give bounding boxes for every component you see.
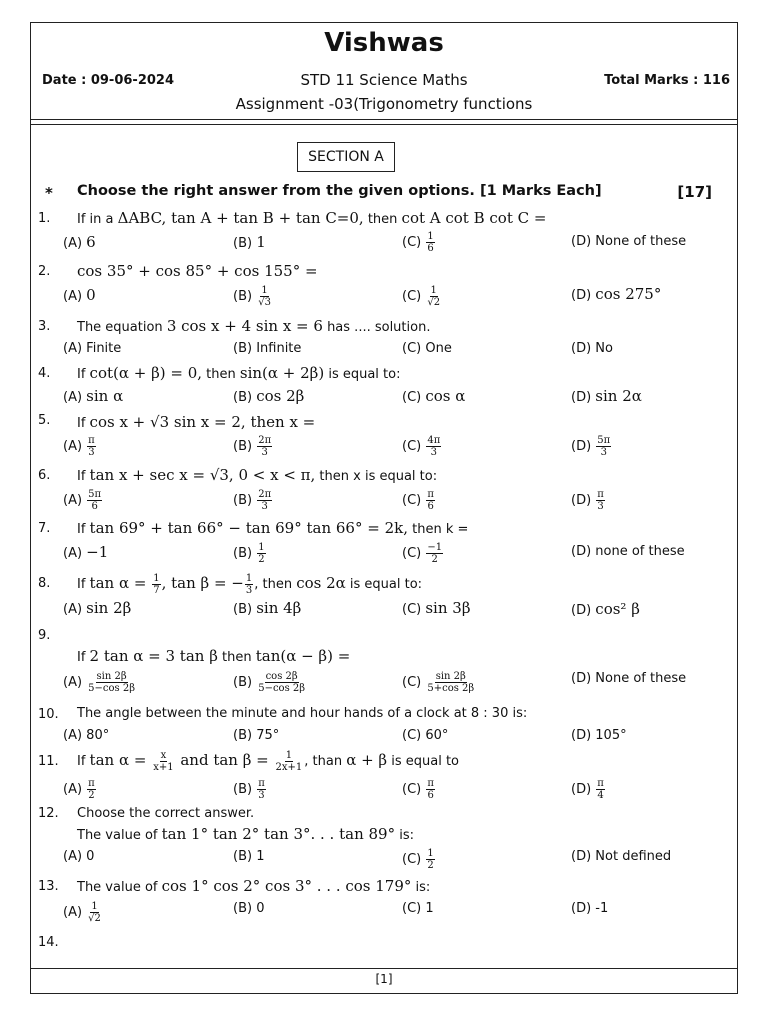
section-marks: [17]: [677, 183, 712, 201]
section-instruction: Choose the right answer from the given options. [1 Marks Each]: [77, 183, 602, 199]
option-a: (A) 0: [63, 286, 96, 304]
question-number: 7.: [38, 521, 51, 536]
option-a: (A) $\frac{\pi}{3}$: [63, 435, 95, 458]
question-text: If tan 69° + tan 66° − tan 69° tan 66° = 2k, then k =: [77, 519, 469, 537]
question-number: 4.: [38, 366, 51, 381]
option-d: (D) cos 275°: [571, 285, 662, 303]
question-number: 8.: [38, 576, 51, 591]
option-c: (C) $\frac{-1}{2}$: [402, 542, 443, 565]
question-text: Choose the correct answer.: [77, 806, 255, 821]
option-d: (D) none of these: [571, 544, 685, 559]
question-text: If in a ΔABC, tan A + tan B + tan C=0, then cot A cot B cot C =: [77, 209, 547, 227]
option-b: (B) cos 2β: [233, 387, 305, 405]
option-c: (C) $\frac{1}{√2}$: [402, 285, 441, 308]
option-a: (A) $\frac{1}{√2}$: [63, 901, 101, 924]
question-text: If cos x + √3 sin x = 2, then x =: [77, 413, 316, 431]
question-text: cos 35° + cos 85° + cos 155° =: [77, 262, 318, 280]
option-d: (D) Not defined: [571, 849, 672, 864]
option-d: (D) None of these: [571, 671, 687, 686]
option-b: (B) 1: [233, 233, 266, 251]
option-a: (A) $\frac{5\pi}{6}$: [63, 489, 102, 512]
option-c: (C) $\frac{4\pi}{3}$: [402, 435, 441, 458]
option-b: (B) $\frac{1}{2}$: [233, 542, 265, 565]
question-number: 10.: [38, 707, 59, 722]
question-number: 6.: [38, 468, 51, 483]
total-marks: Total Marks : 116: [604, 73, 730, 88]
option-a: (A) sin α: [63, 387, 124, 405]
question-text: The angle between the minute and hour hands of a clock at 8 : 30 is:: [77, 706, 528, 721]
question-number: 12.: [38, 806, 59, 821]
question-text: The equation 3 cos x + 4 sin x = 6 has .... solution.: [77, 317, 431, 335]
option-d: (D) sin 2α: [571, 387, 642, 405]
option-a: (A) $\frac{\pi}{2}$: [63, 778, 95, 801]
question-number: 3.: [38, 319, 51, 334]
question-text: If tan α = $\frac{1}{7}$ , tan β = − $\frac{1}{3}$ , then cos 2α is equal to:: [77, 573, 423, 596]
option-d: (D) No: [571, 341, 613, 356]
question-number: 2.: [38, 264, 51, 279]
option-a: (A) −1: [63, 543, 109, 561]
option-b: (B) $\frac{2\pi}{3}$: [233, 435, 272, 458]
question-number: 13.: [38, 879, 59, 894]
option-b: (B) $\frac{\pi}{3}$: [233, 778, 265, 801]
question-text: If 2 tan α = 3 tan β then tan(α − β) =: [77, 647, 351, 665]
option-c: (C) 1: [402, 901, 434, 916]
footer-divider: [30, 968, 738, 969]
option-b: (B) sin 4β: [233, 599, 302, 617]
option-b: (B) 75°: [233, 728, 280, 743]
school-name: Vishwas: [324, 28, 444, 58]
option-a: (A) $\frac{\sin 2\beta}{5-\cos 2\beta}$: [63, 671, 135, 694]
option-d: (D) $\frac{5\pi}{3}$: [571, 435, 611, 458]
question-text-line2: The value of tan 1° tan 2° tan 3°. . . tan 89° is:: [77, 825, 414, 843]
header-divider: [30, 119, 738, 120]
option-d: (D) cos² β: [571, 600, 640, 618]
option-d: (D) None of these: [571, 234, 687, 249]
option-c: (C) cos α: [402, 387, 466, 405]
option-d: (D) $\frac{\pi}{4}$: [571, 778, 604, 801]
question-number: 5.: [38, 413, 51, 428]
option-c: (C) $\frac{\pi}{6}$: [402, 489, 434, 512]
option-a: (A) 0: [63, 849, 95, 864]
question-text: If cot(α + β) = 0, then sin(α + 2β) is equal to:: [77, 364, 401, 382]
question-number: 14.: [38, 935, 59, 950]
exam-date: Date : 09-06-2024: [42, 73, 174, 88]
option-c: (C) One: [402, 341, 452, 356]
option-c: (C) $\frac{\pi}{6}$: [402, 778, 434, 801]
question-text: If tan α = $\frac{x}{x+1}$ and tan β = $\frac{1}{2x+1}$ , than α + β is equal to: [77, 750, 460, 773]
question-text: The value of cos 1° cos 2° cos 3° . . . cos 179° is:: [77, 877, 431, 895]
option-d: (D) 105°: [571, 728, 627, 743]
option-b: (B) $\frac{2\pi}{3}$: [233, 489, 272, 512]
option-c: (C) $\frac{\sin 2\beta}{5+\cos 2\beta}$: [402, 671, 475, 694]
option-b: (B) 0: [233, 901, 265, 916]
section-title: SECTION A: [297, 142, 395, 172]
option-b: (B) $\frac{1}{√3}$: [233, 285, 271, 308]
option-d: (D) -1: [571, 901, 609, 916]
option-c: (C) sin 3β: [402, 599, 471, 617]
option-d: (D) $\frac{\pi}{3}$: [571, 489, 604, 512]
option-a: (A) 80°: [63, 728, 110, 743]
assignment-title: Assignment -03(Trigonometry functions: [235, 95, 533, 113]
option-b: (B) $\frac{\cos 2\beta}{5-\cos 2\beta}$: [233, 671, 306, 694]
option-a: (A) Finite: [63, 341, 122, 356]
page-number: [1]: [375, 972, 393, 986]
question-number: 11.: [38, 754, 59, 769]
option-b: (B) Infinite: [233, 341, 302, 356]
question-number: 9.: [38, 628, 51, 643]
question-text: If tan x + sec x = √3, 0 < x < π, then x is equal to:: [77, 466, 438, 484]
instruction-bullet: *: [45, 184, 53, 202]
option-c: (C) $\frac{1}{6}$: [402, 231, 434, 254]
header-divider: [30, 124, 738, 125]
class-subject: STD 11 Science Maths: [300, 71, 468, 89]
option-a: (A) 6: [63, 233, 96, 251]
option-c: (C) 60°: [402, 728, 449, 743]
option-a: (A) sin 2β: [63, 599, 132, 617]
question-number: 1.: [38, 211, 51, 226]
option-c: (C) $\frac{1}{2}$: [402, 848, 434, 871]
option-b: (B) 1: [233, 849, 265, 864]
